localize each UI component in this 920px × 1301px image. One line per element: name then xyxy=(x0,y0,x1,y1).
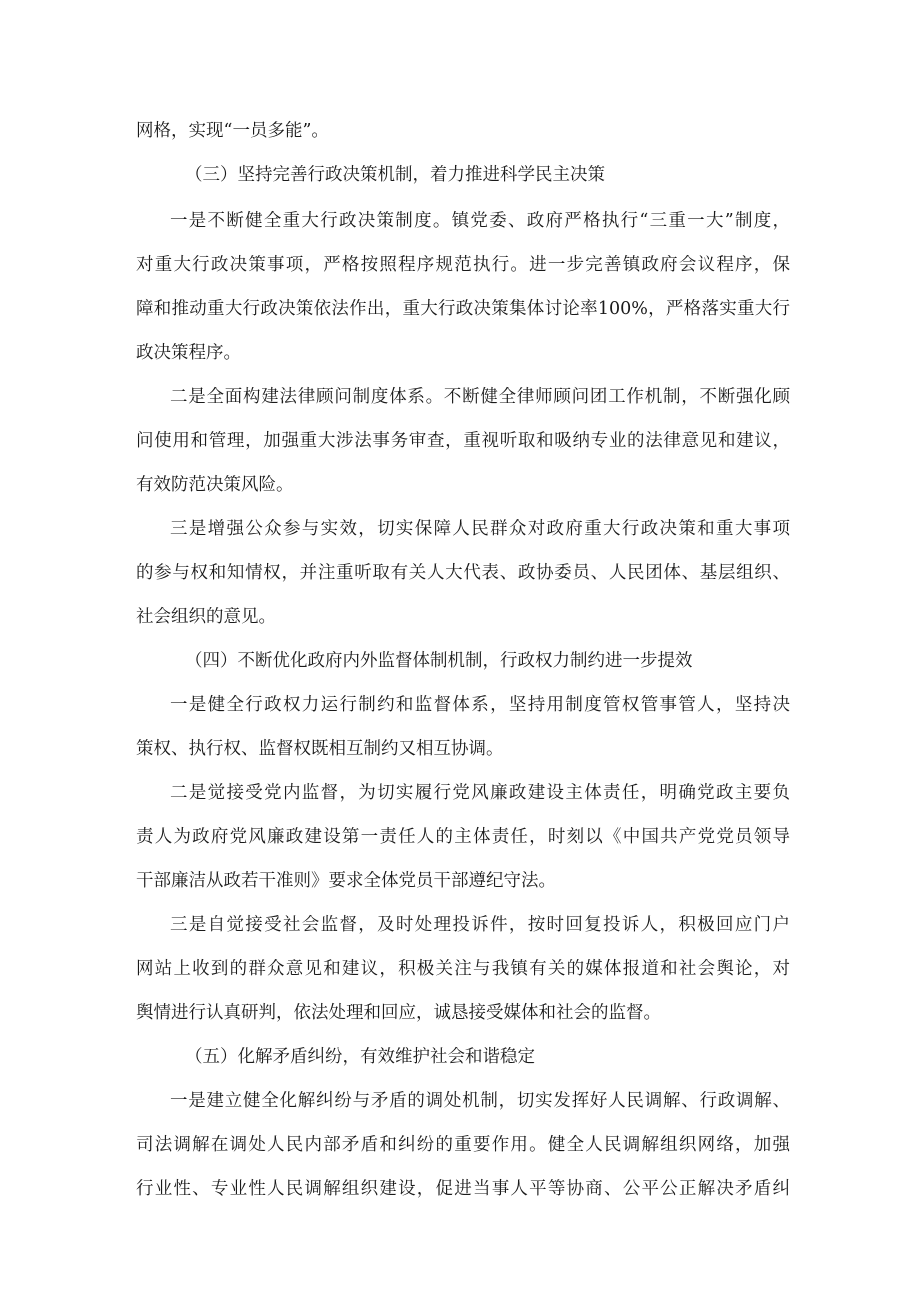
paragraph-line: 行业性、专业性人民调解组织建设，促进当事人平等协商、公平公正解决矛盾纠 xyxy=(136,1179,790,1199)
paragraph-line: 二是觉接受党内监督，为切实履行党风廉政建设主体责任，明确党政主要负 xyxy=(170,783,790,803)
paragraph-line: 网格，实现“一员多能”。 xyxy=(136,121,329,141)
paragraph-line: 对重大行政决策事项，严格按照程序规范执行。进一步完善镇政府会议程序，保 xyxy=(136,255,790,275)
paragraph-line: 司法调解在调处人民内部矛盾和纠纷的重要作用。健全人民调解组织网络，加强 xyxy=(136,1135,790,1155)
paragraph-line: 网站上收到的群众意见和建议，积极关注与我镇有关的媒体报道和社会舆论，对 xyxy=(136,959,790,979)
paragraph-line: 有效防范决策风险。 xyxy=(136,475,294,495)
paragraph-line: 三是自觉接受社会监督，及时处理投诉件，按时回复投诉人，积极回应门户 xyxy=(170,915,790,935)
paragraph-line: 社会组织的意见。 xyxy=(136,607,276,627)
paragraph-line: 干部廉洁从政若干准则》要求全体党员干部遵纪守法。 xyxy=(136,871,556,891)
paragraph-line: 障和推动重大行政决策依法作出，重大行政决策集体讨论率100%，严格落实重大行 xyxy=(136,299,790,319)
paragraph-line: 的参与权和知情权，并注重听取有关人大代表、政协委员、人民团体、基层组织、 xyxy=(136,563,790,583)
paragraph-line: 舆情进行认真研判，依法处理和回应，诚恳接受媒体和社会的监督。 xyxy=(136,1003,661,1023)
section-heading-4: （四）不断优化政府内外监督体制机制，行政权力制约进一步提效 xyxy=(185,651,693,671)
paragraph-line: 问使用和管理，加强重大涉法事务审查，重视听取和吸纳专业的法律意见和建议， xyxy=(136,431,790,451)
section-heading-3: （三）坚持完善行政决策机制，着力推进科学民主决策 xyxy=(185,165,605,185)
paragraph-line: 二是全面构建法律顾问制度体系。不断健全律师顾问团工作机制，不断强化顾 xyxy=(170,387,790,407)
paragraph-line: 一是健全行政权力运行制约和监督体系，坚持用制度管权管事管人，坚持决 xyxy=(170,695,790,715)
section-heading-5: （五）化解矛盾纠纷，有效维护社会和谐稳定 xyxy=(185,1047,535,1067)
paragraph-line: 三是增强公众参与实效，切实保障人民群众对政府重大行政决策和重大事项 xyxy=(170,519,790,539)
paragraph-line: 责人为政府党风廉政建设第一责任人的主体责任，时刻以《中国共产党党员领导 xyxy=(136,827,790,847)
paragraph-line: 一是不断健全重大行政决策制度。镇党委、政府严格执行“三重一大”制度， xyxy=(170,211,790,231)
paragraph-line: 一是建立健全化解纠纷与矛盾的调处机制，切实发挥好人民调解、行政调解、 xyxy=(170,1091,790,1111)
paragraph-line: 政决策程序。 xyxy=(136,343,241,363)
paragraph-line: 策权、执行权、监督权既相互制约又相互协调。 xyxy=(136,739,504,759)
